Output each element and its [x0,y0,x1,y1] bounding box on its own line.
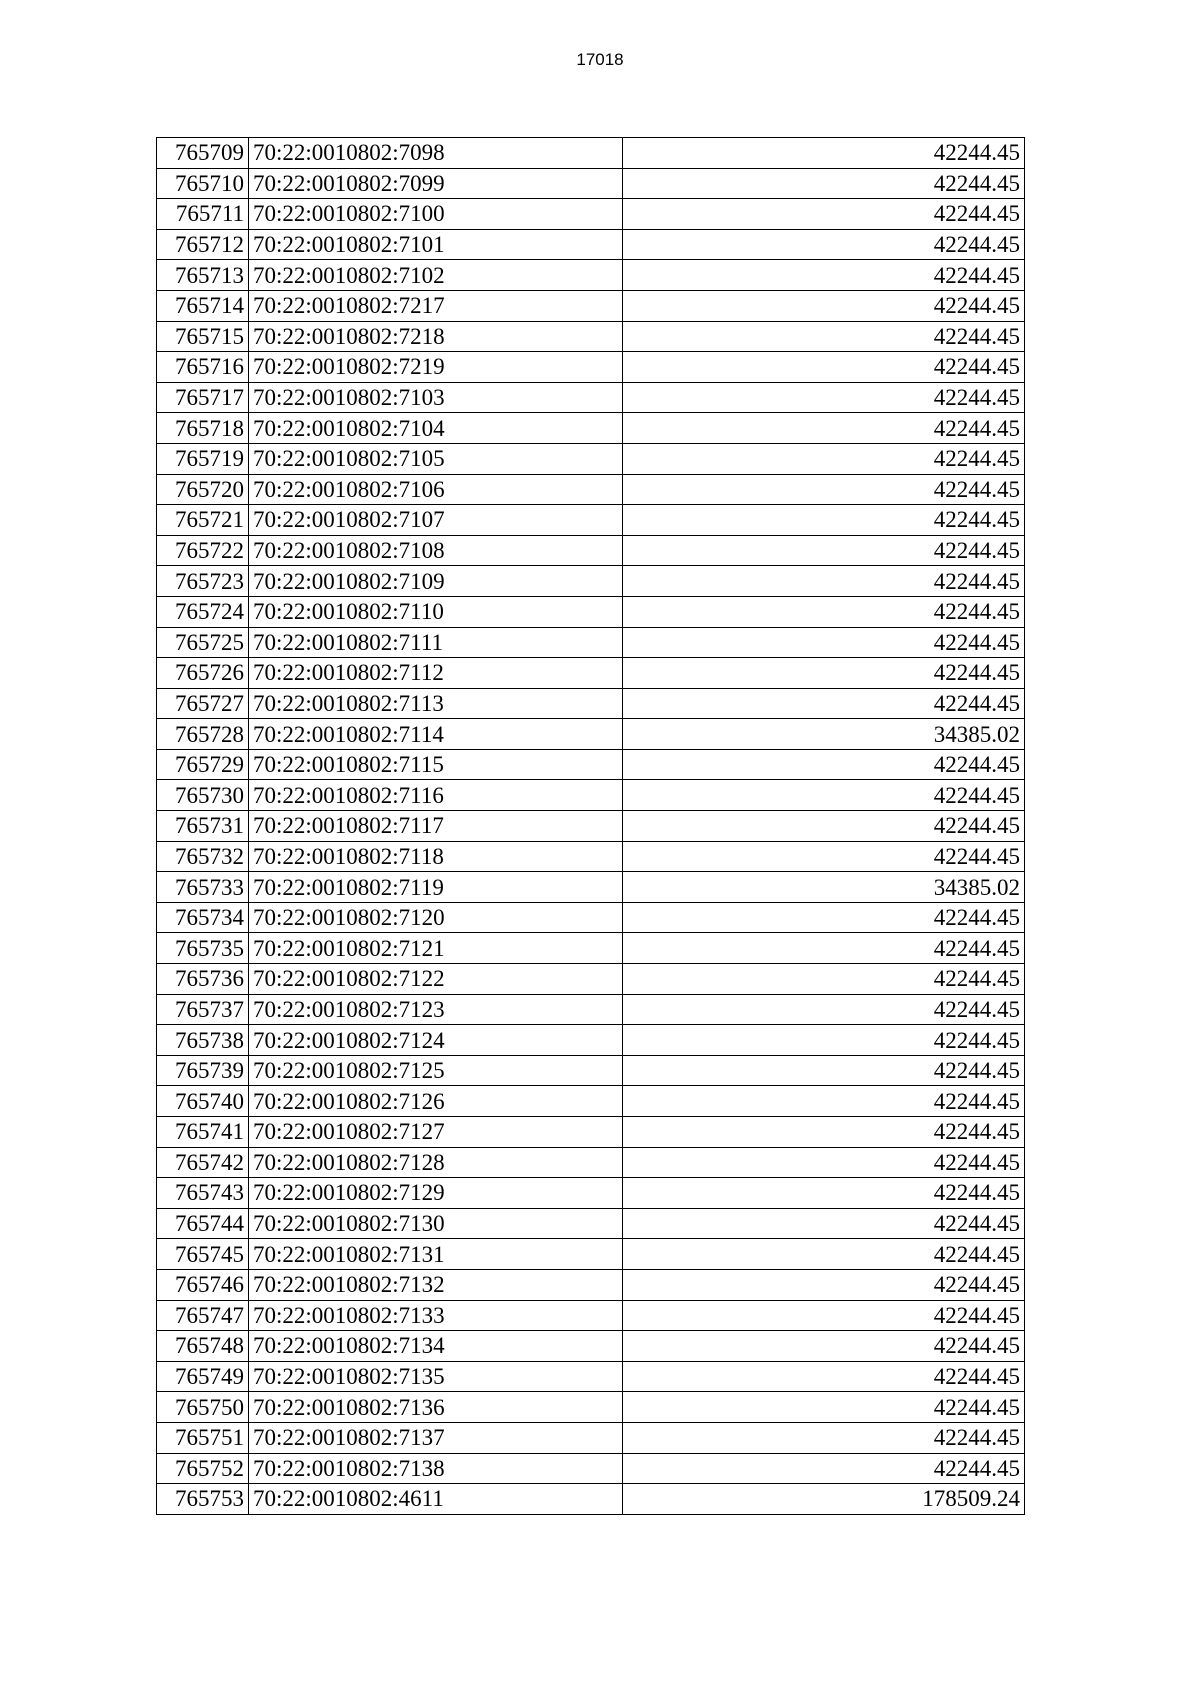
table-row [157,627,1025,658]
value-cell: 42244.45 [623,443,1025,474]
table-row [157,229,1025,260]
row-id-cell: 765739 [157,1055,249,1086]
row-id-cell: 765720 [157,474,249,505]
cadastral-number-cell: 70:22:0010802:4611 [249,1484,623,1515]
row-id-cell: 765718 [157,413,249,444]
table-row [157,872,1025,903]
cadastral-number-cell: 70:22:0010802:7118 [249,841,623,872]
table-row [157,382,1025,413]
value-cell: 42244.45 [623,811,1025,842]
value-cell: 34385.02 [623,719,1025,750]
cadastral-number-cell: 70:22:0010802:7125 [249,1055,623,1086]
row-id-cell: 765714 [157,290,249,321]
value-cell: 42244.45 [623,199,1025,230]
value-cell: 42244.45 [623,1422,1025,1453]
value-cell: 42244.45 [623,138,1025,169]
value-cell: 42244.45 [623,688,1025,719]
value-cell: 42244.45 [623,413,1025,444]
row-id-cell: 765737 [157,994,249,1025]
value-cell: 42244.45 [623,1331,1025,1362]
table-row [157,1361,1025,1392]
row-id-cell: 765742 [157,1147,249,1178]
table-row [157,1117,1025,1148]
table-row [157,1392,1025,1423]
cadastral-number-cell: 70:22:0010802:7112 [249,658,623,689]
table-row [157,1147,1025,1178]
cadastral-number-cell: 70:22:0010802:7111 [249,627,623,658]
cadastral-number-cell: 70:22:0010802:7131 [249,1239,623,1270]
row-id-cell: 765728 [157,719,249,750]
row-id-cell: 765738 [157,1025,249,1056]
table-row [157,535,1025,566]
value-cell: 42244.45 [623,596,1025,627]
row-id-cell: 765745 [157,1239,249,1270]
value-cell: 42244.45 [623,1392,1025,1423]
cadastral-number-cell: 70:22:0010802:7128 [249,1147,623,1178]
value-cell: 42244.45 [623,474,1025,505]
row-id-cell: 765750 [157,1392,249,1423]
table-row [157,596,1025,627]
row-id-cell: 765743 [157,1178,249,1209]
value-cell: 42244.45 [623,382,1025,413]
cadastral-number-cell: 70:22:0010802:7124 [249,1025,623,1056]
cadastral-number-cell: 70:22:0010802:7117 [249,811,623,842]
row-id-cell: 765753 [157,1484,249,1515]
table-row [157,138,1025,169]
value-cell: 42244.45 [623,1300,1025,1331]
table-row [157,902,1025,933]
table-row [157,719,1025,750]
table-row [157,688,1025,719]
row-id-cell: 765752 [157,1453,249,1484]
table-row [157,1453,1025,1484]
value-cell: 42244.45 [623,1147,1025,1178]
table-row [157,352,1025,383]
table-row [157,199,1025,230]
cadastral-number-cell: 70:22:0010802:7113 [249,688,623,719]
value-cell: 42244.45 [623,1269,1025,1300]
table-row [157,260,1025,291]
table-row [157,964,1025,995]
cadastral-number-cell: 70:22:0010802:7217 [249,290,623,321]
row-id-cell: 765724 [157,596,249,627]
cadastral-number-cell: 70:22:0010802:7123 [249,994,623,1025]
row-id-cell: 765727 [157,688,249,719]
row-id-cell: 765713 [157,260,249,291]
cadastral-number-cell: 70:22:0010802:7109 [249,566,623,597]
table-body [157,138,1025,1515]
cadastral-number-cell: 70:22:0010802:7137 [249,1422,623,1453]
value-cell: 42244.45 [623,1208,1025,1239]
table-row [157,1422,1025,1453]
value-cell: 42244.45 [623,1178,1025,1209]
page-number: 17018 [576,50,624,69]
cadastral-number-cell: 70:22:0010802:7218 [249,321,623,352]
cadastral-number-cell: 70:22:0010802:7130 [249,1208,623,1239]
table-row [157,443,1025,474]
value-cell: 42244.45 [623,627,1025,658]
cadastral-number-cell: 70:22:0010802:7127 [249,1117,623,1148]
cadastral-number-cell: 70:22:0010802:7110 [249,596,623,627]
table-row [157,1208,1025,1239]
value-cell: 42244.45 [623,1453,1025,1484]
value-cell: 42244.45 [623,994,1025,1025]
cadastral-number-cell: 70:22:0010802:7135 [249,1361,623,1392]
value-cell: 34385.02 [623,872,1025,903]
cadastral-number-cell: 70:22:0010802:7107 [249,505,623,536]
row-id-cell: 765723 [157,566,249,597]
value-cell: 42244.45 [623,964,1025,995]
cadastral-number-cell: 70:22:0010802:7120 [249,902,623,933]
row-id-cell: 765717 [157,382,249,413]
value-cell: 42244.45 [623,352,1025,383]
row-id-cell: 765712 [157,229,249,260]
table-row [157,474,1025,505]
cadastral-number-cell: 70:22:0010802:7101 [249,229,623,260]
cadastral-number-cell: 70:22:0010802:7104 [249,413,623,444]
row-id-cell: 765731 [157,811,249,842]
cadastral-number-cell: 70:22:0010802:7106 [249,474,623,505]
table-row [157,658,1025,689]
value-cell: 42244.45 [623,229,1025,260]
table-row [157,1484,1025,1515]
row-id-cell: 765734 [157,902,249,933]
row-id-cell: 765741 [157,1117,249,1148]
row-id-cell: 765709 [157,138,249,169]
cadastral-number-cell: 70:22:0010802:7132 [249,1269,623,1300]
value-cell: 42244.45 [623,658,1025,689]
cadastral-number-cell: 70:22:0010802:7114 [249,719,623,750]
cadastral-number-cell: 70:22:0010802:7116 [249,780,623,811]
cadastral-number-cell: 70:22:0010802:7134 [249,1331,623,1362]
cadastral-value-table [156,137,1025,1515]
table-row [157,413,1025,444]
cadastral-number-cell: 70:22:0010802:7115 [249,749,623,780]
row-id-cell: 765725 [157,627,249,658]
value-cell: 42244.45 [623,1025,1025,1056]
table-row [157,1178,1025,1209]
cadastral-number-cell: 70:22:0010802:7099 [249,168,623,199]
value-cell: 42244.45 [623,1361,1025,1392]
table-row [157,290,1025,321]
value-cell: 42244.45 [623,1086,1025,1117]
value-cell: 42244.45 [623,535,1025,566]
row-id-cell: 765710 [157,168,249,199]
row-id-cell: 765740 [157,1086,249,1117]
row-id-cell: 765729 [157,749,249,780]
value-cell: 42244.45 [623,933,1025,964]
row-id-cell: 765732 [157,841,249,872]
row-id-cell: 765746 [157,1269,249,1300]
table-row [157,168,1025,199]
value-cell: 42244.45 [623,749,1025,780]
value-cell: 42244.45 [623,505,1025,536]
table-row [157,780,1025,811]
cadastral-number-cell: 70:22:0010802:7133 [249,1300,623,1331]
table-row [157,1025,1025,1056]
cadastral-number-cell: 70:22:0010802:7100 [249,199,623,230]
table-row [157,505,1025,536]
table-row [157,749,1025,780]
cadastral-number-cell: 70:22:0010802:7105 [249,443,623,474]
value-cell: 42244.45 [623,1055,1025,1086]
row-id-cell: 765721 [157,505,249,536]
row-id-cell: 765744 [157,1208,249,1239]
cadastral-number-cell: 70:22:0010802:7136 [249,1392,623,1423]
cadastral-number-cell: 70:22:0010802:7122 [249,964,623,995]
value-cell: 42244.45 [623,780,1025,811]
cadastral-number-cell: 70:22:0010802:7119 [249,872,623,903]
table-row [157,1239,1025,1270]
value-cell: 42244.45 [623,260,1025,291]
table-row [157,321,1025,352]
table-row [157,566,1025,597]
cadastral-number-cell: 70:22:0010802:7121 [249,933,623,964]
row-id-cell: 765735 [157,933,249,964]
value-cell: 42244.45 [623,902,1025,933]
row-id-cell: 765751 [157,1422,249,1453]
row-id-cell: 765711 [157,199,249,230]
cadastral-number-cell: 70:22:0010802:7129 [249,1178,623,1209]
row-id-cell: 765748 [157,1331,249,1362]
row-id-cell: 765736 [157,964,249,995]
table-row [157,1086,1025,1117]
value-cell: 42244.45 [623,168,1025,199]
row-id-cell: 765730 [157,780,249,811]
table-row [157,994,1025,1025]
value-cell: 42244.45 [623,1239,1025,1270]
cadastral-number-cell: 70:22:0010802:7108 [249,535,623,566]
row-id-cell: 765733 [157,872,249,903]
value-cell: 42244.45 [623,1117,1025,1148]
cadastral-number-cell: 70:22:0010802:7102 [249,260,623,291]
row-id-cell: 765749 [157,1361,249,1392]
value-cell: 42244.45 [623,290,1025,321]
table-row [157,1331,1025,1362]
row-id-cell: 765715 [157,321,249,352]
cadastral-number-cell: 70:22:0010802:7219 [249,352,623,383]
row-id-cell: 765726 [157,658,249,689]
table-row [157,1055,1025,1086]
table-row [157,1300,1025,1331]
value-cell: 42244.45 [623,566,1025,597]
cadastral-number-cell: 70:22:0010802:7098 [249,138,623,169]
value-cell: 178509.24 [623,1484,1025,1515]
row-id-cell: 765716 [157,352,249,383]
cadastral-number-cell: 70:22:0010802:7126 [249,1086,623,1117]
row-id-cell: 765747 [157,1300,249,1331]
row-id-cell: 765719 [157,443,249,474]
value-cell: 42244.45 [623,321,1025,352]
table-row [157,811,1025,842]
table-row [157,933,1025,964]
cadastral-number-cell: 70:22:0010802:7103 [249,382,623,413]
row-id-cell: 765722 [157,535,249,566]
table-row [157,841,1025,872]
value-cell: 42244.45 [623,841,1025,872]
cadastral-number-cell: 70:22:0010802:7138 [249,1453,623,1484]
table-row [157,1269,1025,1300]
